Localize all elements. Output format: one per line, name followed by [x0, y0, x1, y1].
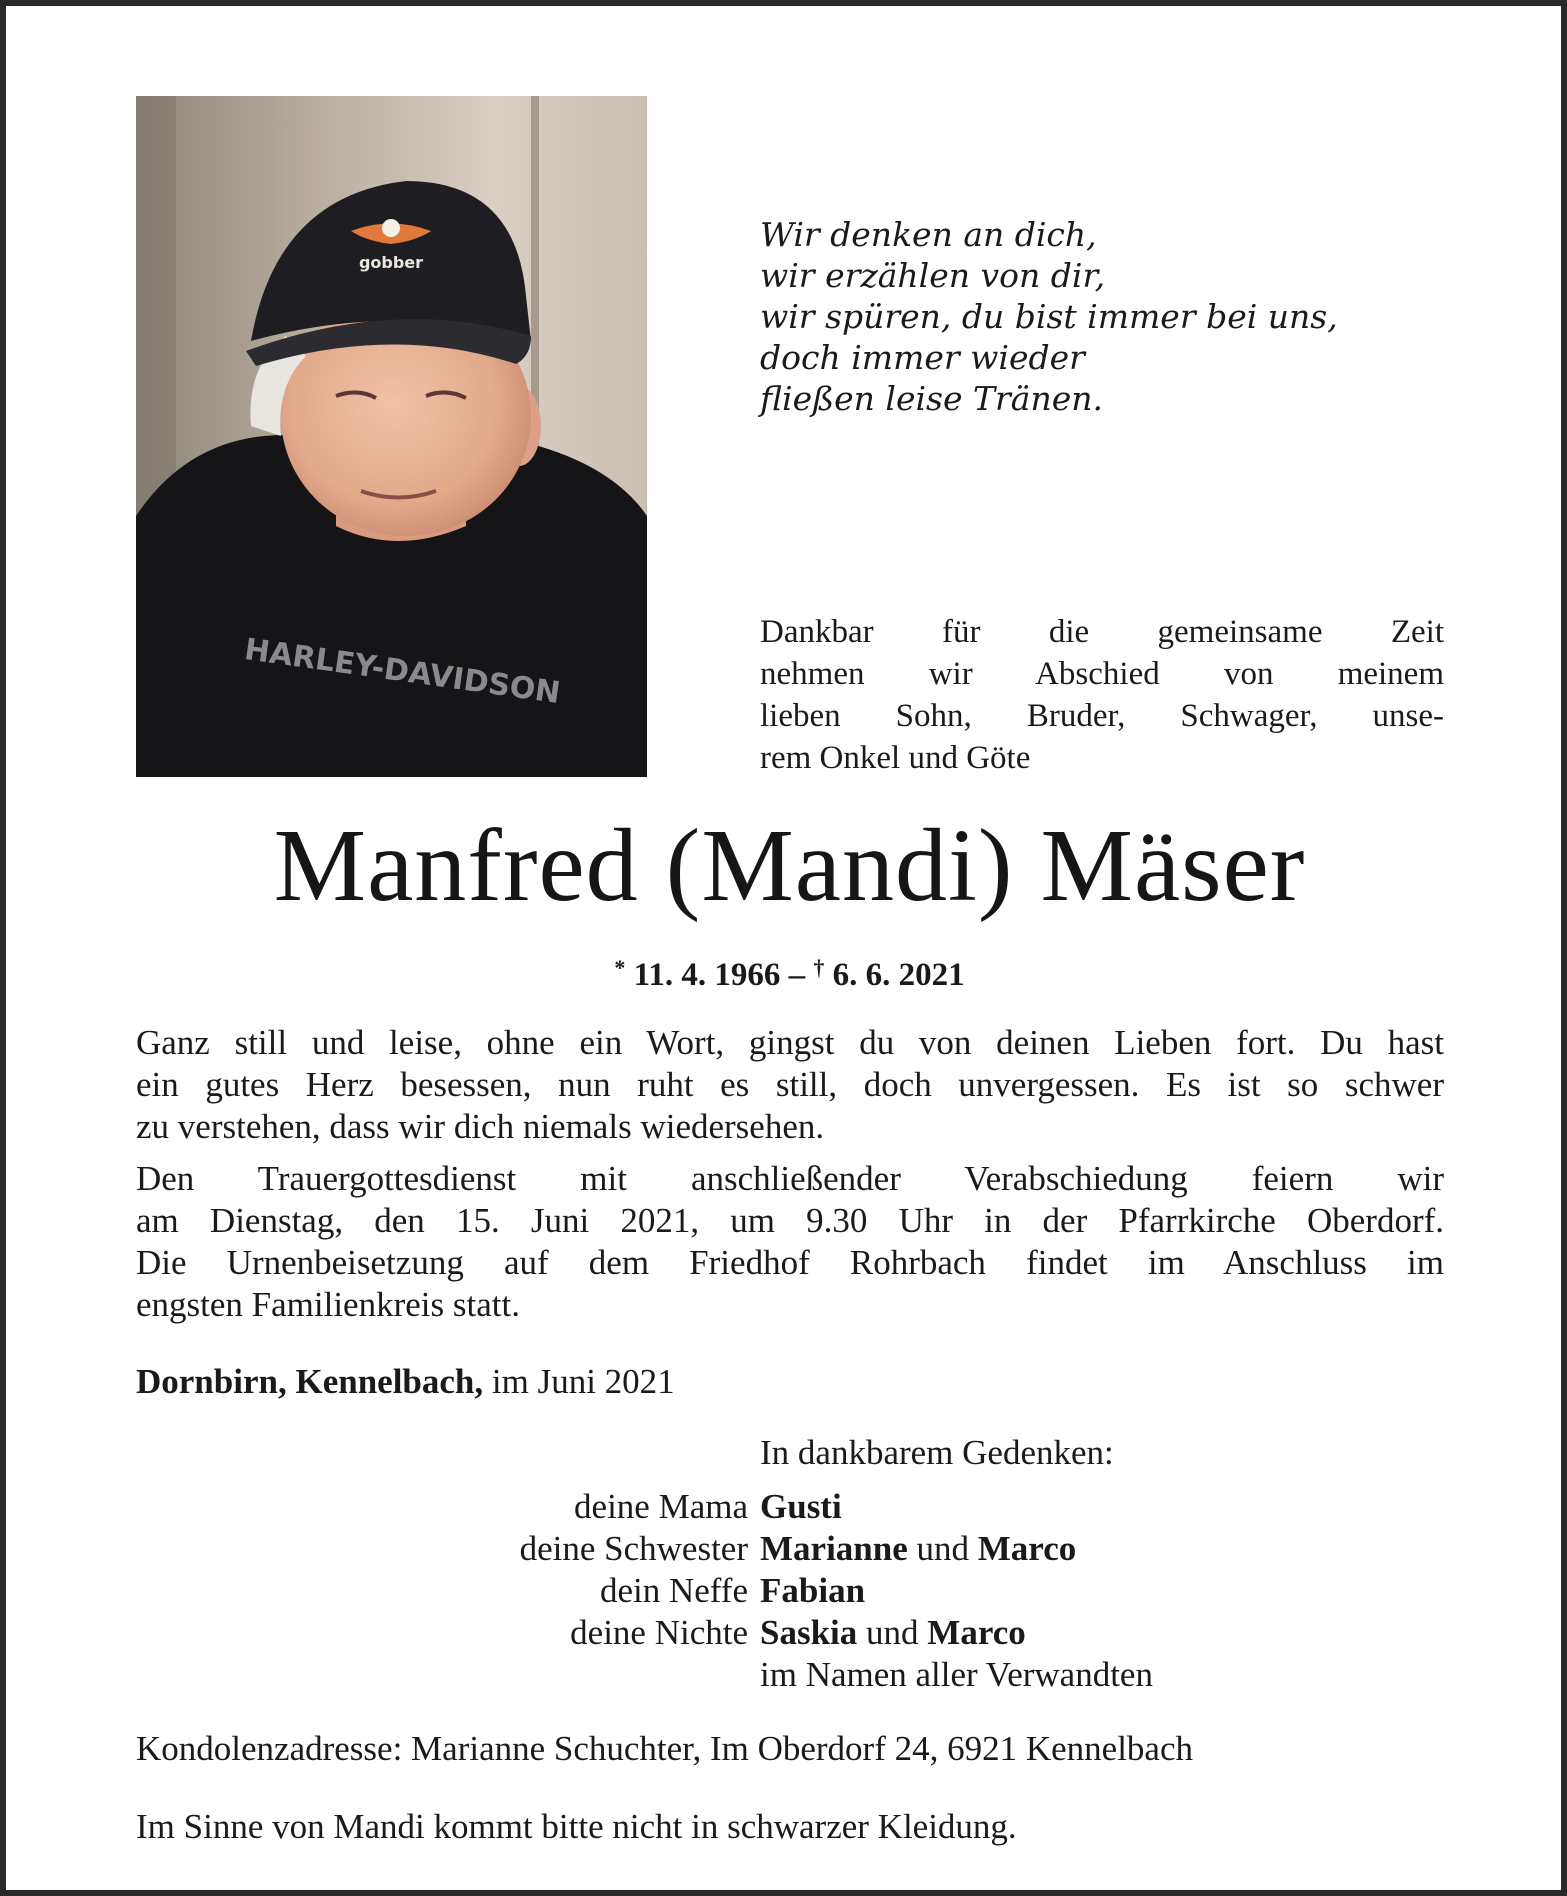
- family-connector: und: [907, 1529, 978, 1568]
- family-relation: deine Schwester: [519, 1529, 748, 1568]
- death-symbol: †: [813, 955, 825, 980]
- paragraph-line: engsten Familienkreis statt.: [136, 1285, 520, 1324]
- dress-note: Im Sinne von Mandi kommt bitte nicht in schwarzer Kleidung.: [136, 1807, 1017, 1846]
- family-row: [306, 1570, 1306, 1612]
- intro-text: [760, 611, 1444, 779]
- cap-logo-text: gobber: [358, 253, 424, 272]
- place-names: Dornbirn, Kennelbach,: [136, 1362, 484, 1401]
- shirt-print-text: HARLEY-DAVIDSON: [242, 632, 563, 712]
- life-dates: [6, 946, 1567, 997]
- family-connector: im Namen aller Verwandten: [760, 1655, 1153, 1694]
- family-relation: deine Mama: [574, 1487, 748, 1526]
- poem: [760, 214, 1460, 419]
- family-name: Fabian: [760, 1571, 866, 1610]
- family-name: Marianne: [760, 1529, 908, 1568]
- family-row: [306, 1612, 1306, 1654]
- family-row: [306, 1528, 1306, 1570]
- poem-line: fließen leise Tränen.: [760, 379, 1103, 418]
- place-date: im Juni 2021: [483, 1362, 675, 1401]
- paragraph-line: Den Trauergottesdienst mit anschließender Verabschiedung feiern wir: [136, 1159, 1444, 1198]
- condolence-address: Kondolenzadresse: Marianne Schuchter, Im Oberdorf 24, 6921 Kennelbach: [136, 1729, 1193, 1768]
- deceased-name: Manfred (Mandi) Mäser: [273, 808, 1306, 923]
- service-paragraph: [136, 1158, 1444, 1326]
- paragraph-line: zu verstehen, dass wir dich niemals wiedersehen.: [136, 1107, 825, 1146]
- intro-line: lieben Sohn, Bruder, Schwager, unse-: [760, 698, 1444, 734]
- poem-line: wir spüren, du bist immer bei uns,: [760, 297, 1338, 336]
- memorial-paragraph: [136, 1022, 1444, 1148]
- family-relation: [306, 1654, 760, 1696]
- paragraph-line: Ganz still und leise, ohne ein Wort, gingst du von deinen Lieben fort. Du hast: [136, 1023, 1444, 1062]
- paragraph-line: Die Urnenbeisetzung auf dem Friedhof Rohrbach findet im Anschluss im: [136, 1243, 1444, 1282]
- family-name: Saskia: [760, 1613, 858, 1652]
- family-row: [306, 1486, 1306, 1528]
- gedenken-heading: In dankbarem Gedenken:: [760, 1433, 1114, 1472]
- place-date-line: [136, 1361, 675, 1403]
- family-name: Marco: [927, 1613, 1026, 1652]
- family-relation: deine Nichte: [570, 1613, 748, 1652]
- paragraph-line: ein gutes Herz besessen, nun ruht es still, doch unvergessen. Es ist so schwer: [136, 1065, 1444, 1104]
- poem-line: doch immer wieder: [760, 338, 1085, 377]
- poem-line: Wir denken an dich,: [760, 215, 1097, 254]
- intro-line: nehmen wir Abschied von meinem: [760, 656, 1444, 692]
- family-connector: und: [857, 1613, 928, 1652]
- date-separator: –: [780, 957, 814, 993]
- birth-date: 11. 4. 1966: [633, 957, 781, 993]
- family-row: [306, 1654, 1306, 1696]
- death-date: 6. 6. 2021: [832, 957, 965, 993]
- family-name: Marco: [977, 1529, 1077, 1568]
- birth-symbol: *: [614, 955, 626, 980]
- intro-line: Dankbar für die gemeinsame Zeit: [760, 614, 1444, 650]
- family-relation: dein Neffe: [599, 1571, 748, 1610]
- portrait-photo: [136, 96, 647, 777]
- family-list: [306, 1486, 1306, 1696]
- poem-line: wir erzählen von dir,: [760, 256, 1106, 295]
- paragraph-line: am Dienstag, den 15. Juni 2021, um 9.30 Uhr in der Pfarrkirche Oberdorf.: [136, 1201, 1444, 1240]
- family-name: Gusti: [760, 1487, 842, 1526]
- intro-line: rem Onkel und Göte: [760, 740, 1031, 776]
